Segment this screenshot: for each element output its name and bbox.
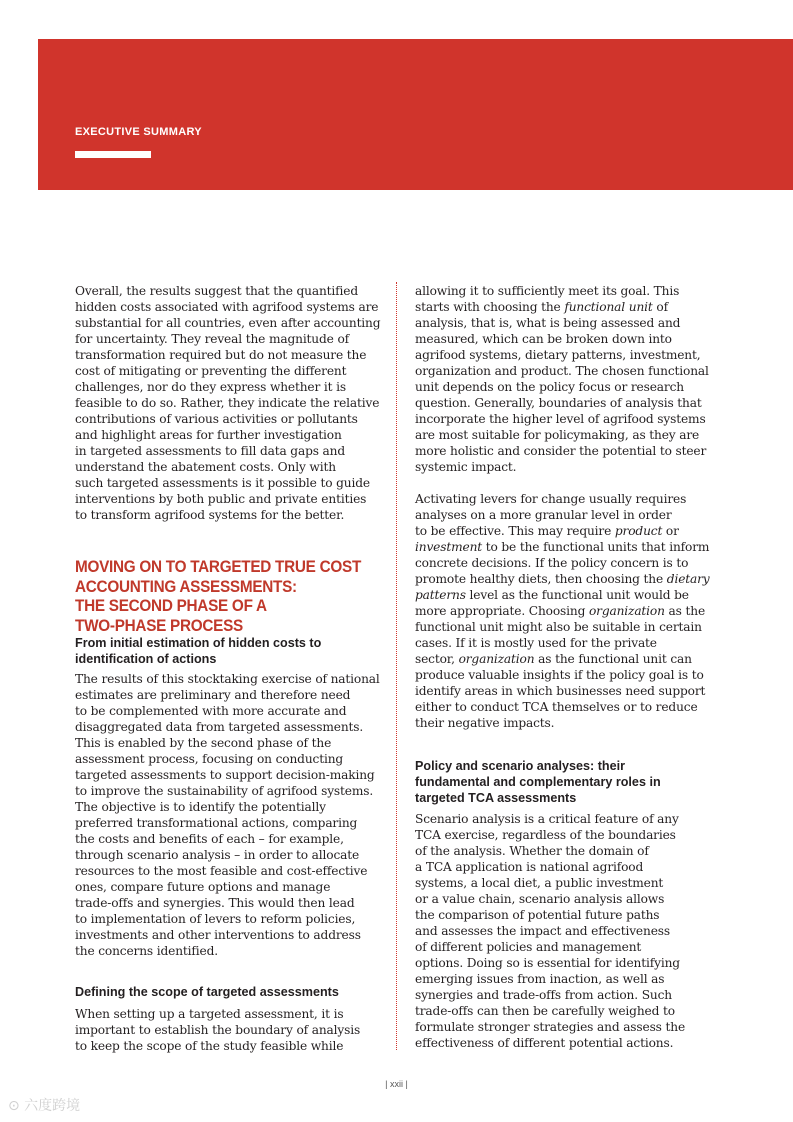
text-line: agrifood systems, dietary patterns, investment, (415, 348, 701, 362)
text-line: TCA exercise, regardless of the boundaries (415, 828, 676, 842)
left-column (75, 283, 380, 1054)
watermark-logo: ⊙ 六度跨境 (8, 1098, 81, 1114)
text-line: assessment process, focusing on conducting (75, 752, 344, 766)
text-line: cases. If it is mostly used for the private (415, 636, 657, 650)
subheading-line: Policy and scenario analyses: their (415, 759, 625, 773)
text-line: and highlight areas for further investigation (75, 428, 342, 442)
italic-term: product (614, 524, 663, 538)
text-line: organization and product. The chosen functional (415, 364, 709, 378)
text-line: important to establish the boundary of analysis (75, 1023, 361, 1037)
section-label: EXECUTIVE SUMMARY (75, 126, 202, 138)
text-line: The results of this stocktaking exercise of national (75, 672, 380, 686)
italic-term: organization (588, 604, 665, 618)
body-paragraph-2 (75, 1006, 380, 1054)
text-line (415, 603, 711, 619)
text-line: question. Generally, boundaries of analysis that (415, 396, 702, 410)
text-run: more appropriate. Choosing (415, 604, 589, 618)
text-line: and assesses the impact and effectiveness (415, 924, 670, 938)
italic-term: dietary (666, 572, 710, 586)
heading-line: MOVING ON TO TARGETED TRUE COST (75, 557, 362, 576)
text-line: for uncertainty. They reveal the magnitude of (75, 332, 349, 346)
heading-line: TWO-PHASE PROCESS (75, 615, 243, 635)
body-paragraph-5 (415, 811, 711, 1051)
text-line: effectiveness of different potential actions. (415, 1036, 674, 1050)
text-line: synergies and trade-offs from action. Such (415, 988, 672, 1002)
subheading-line: fundamental and complementary roles in (415, 775, 661, 789)
text-line: transformation required but do not measure the (75, 348, 367, 362)
text-run: as the functional unit can (534, 652, 692, 666)
body-paragraph-1 (75, 671, 380, 959)
text-line: trade-offs can then be carefully weighed to (415, 1004, 675, 1018)
italic-term: organization (458, 652, 535, 666)
body-paragraph-3 (415, 283, 711, 475)
subheading-scope: Defining the scope of targeted assessments (75, 985, 339, 999)
subheading-scenario-analyses (415, 758, 711, 806)
text-line (415, 299, 711, 315)
text-line: investments and other interventions to address (75, 928, 361, 942)
column-divider (396, 282, 397, 1050)
text-line: hidden costs associated with agrifood systems are (75, 300, 379, 314)
text-run: level as the functional unit would be (465, 588, 689, 602)
text-line (415, 651, 711, 667)
text-line: identify areas in which businesses need support (415, 684, 706, 698)
text-line: ones, compare future options and manage (75, 880, 331, 894)
text-line: estimates are preliminary and therefore need (75, 688, 351, 702)
subheading-line: From initial estimation of hidden costs to (75, 636, 322, 650)
text-line: challenges, nor do they express whether it is (75, 380, 346, 394)
text-run: of (652, 300, 668, 314)
text-line: to be complemented with more accurate and (75, 704, 347, 718)
text-line: are most suitable for policymaking, as they are (415, 428, 700, 442)
text-line: concrete decisions. If the policy concern is to (415, 556, 689, 570)
text-line: the comparison of potential future paths (415, 908, 660, 922)
text-line: substantial for all countries, even after accounting (75, 316, 381, 330)
text-line: resources to the most feasible and cost-effective (75, 864, 368, 878)
body-paragraph-4 (415, 491, 711, 731)
text-line: understand the abatement costs. Only with (75, 460, 336, 474)
heading-line: THE SECOND PHASE OF A (75, 596, 267, 615)
text-line: targeted assessments to support decision-making (75, 768, 375, 782)
text-line: interventions by both public and private entities (75, 492, 367, 506)
text-line: or a value chain, scenario analysis allows (415, 892, 665, 906)
page-number: | xxii | (385, 1079, 408, 1089)
text-line: systemic impact. (415, 460, 517, 474)
subheading-line: targeted TCA assessments (415, 791, 577, 805)
text-run: or (662, 524, 679, 538)
text-line: functional unit might also be suitable in certain (415, 620, 702, 634)
text-line (415, 539, 711, 555)
text-line: to improve the sustainability of agrifood systems. (75, 784, 374, 798)
text-line: to keep the scope of the study feasible while (75, 1039, 344, 1053)
text-line: unit depends on the policy focus or research (415, 380, 684, 394)
text-line: systems, a local diet, a public investment (415, 876, 664, 890)
italic-term: functional unit (564, 300, 653, 314)
text-line (415, 571, 711, 587)
heading-line: ACCOUNTING ASSESSMENTS: (75, 576, 297, 596)
text-line: The objective is to identify the potentially (75, 800, 326, 814)
header-rule (75, 151, 151, 158)
text-line: disaggregated data from targeted assessments. (75, 720, 364, 734)
intro-paragraph (75, 283, 380, 523)
text-run: as the (664, 604, 706, 618)
text-line: emerging issues from inaction, as well as (415, 972, 665, 986)
text-line: of different policies and management (415, 940, 642, 954)
italic-term: patterns (415, 588, 466, 602)
text-line: through scenario analysis – in order to allocate (75, 848, 360, 862)
text-line: allowing it to sufficiently meet its goal. This (415, 284, 680, 298)
text-line (415, 587, 711, 603)
text-run: starts with choosing the (415, 300, 565, 314)
text-line: more holistic and consider the potential to steer (415, 444, 707, 458)
subheading-initial-estimation (75, 635, 380, 667)
text-line: either to conduct TCA themselves or to reduce (415, 700, 698, 714)
text-line: formulate stronger strategies and assess the (415, 1020, 686, 1034)
right-column (415, 283, 711, 1051)
text-line: measured, which can be broken down into (415, 332, 672, 346)
text-run: promote healthy diets, then choosing the (415, 572, 667, 586)
text-line (415, 523, 711, 539)
text-run: sector, (415, 652, 459, 666)
text-line: to implementation of levers to reform policies, (75, 912, 356, 926)
text-line: Scenario analysis is a critical feature of any (415, 812, 679, 826)
text-line: to transform agrifood systems for the better. (75, 508, 345, 522)
text-line: analyses on a more granular level in order (415, 508, 672, 522)
italic-term: investment (415, 540, 483, 554)
section-heading (75, 557, 380, 635)
text-run: to be effective. This may require (415, 524, 615, 538)
text-line: a TCA application is national agrifood (415, 860, 644, 874)
text-line: options. Doing so is essential for identifying (415, 956, 680, 970)
text-line: This is enabled by the second phase of the (75, 736, 332, 750)
text-line: Overall, the results suggest that the quantified (75, 284, 358, 298)
text-line: their negative impacts. (415, 716, 555, 730)
header-banner (38, 39, 793, 190)
subheading-line: identification of actions (75, 652, 217, 666)
text-line: in targeted assessments to fill data gaps and (75, 444, 346, 458)
text-line: produce valuable insights if the policy goal is to (415, 668, 704, 682)
text-line: such targeted assessments is it possible to guide (75, 476, 370, 490)
text-line: preferred transformational actions, comparing (75, 816, 358, 830)
text-line: feasible to do so. Rather, they indicate the relative (75, 396, 380, 410)
text-line: the concerns identified. (75, 944, 218, 958)
text-line: the costs and benefits of each – for example, (75, 832, 344, 846)
text-line: of the analysis. Whether the domain of (415, 844, 649, 858)
text-line: trade-offs and synergies. This would then lead (75, 896, 355, 910)
text-run: to be the functional units that inform (482, 540, 710, 554)
text-line: contributions of various activities or pollutants (75, 412, 358, 426)
text-line: incorporate the higher level of agrifood systems (415, 412, 706, 426)
text-line: Activating levers for change usually requires (415, 492, 687, 506)
text-line: cost of mitigating or preventing the different (75, 364, 347, 378)
text-line: When setting up a targeted assessment, it is (75, 1007, 344, 1021)
text-line: analysis, that is, what is being assessed and (415, 316, 681, 330)
